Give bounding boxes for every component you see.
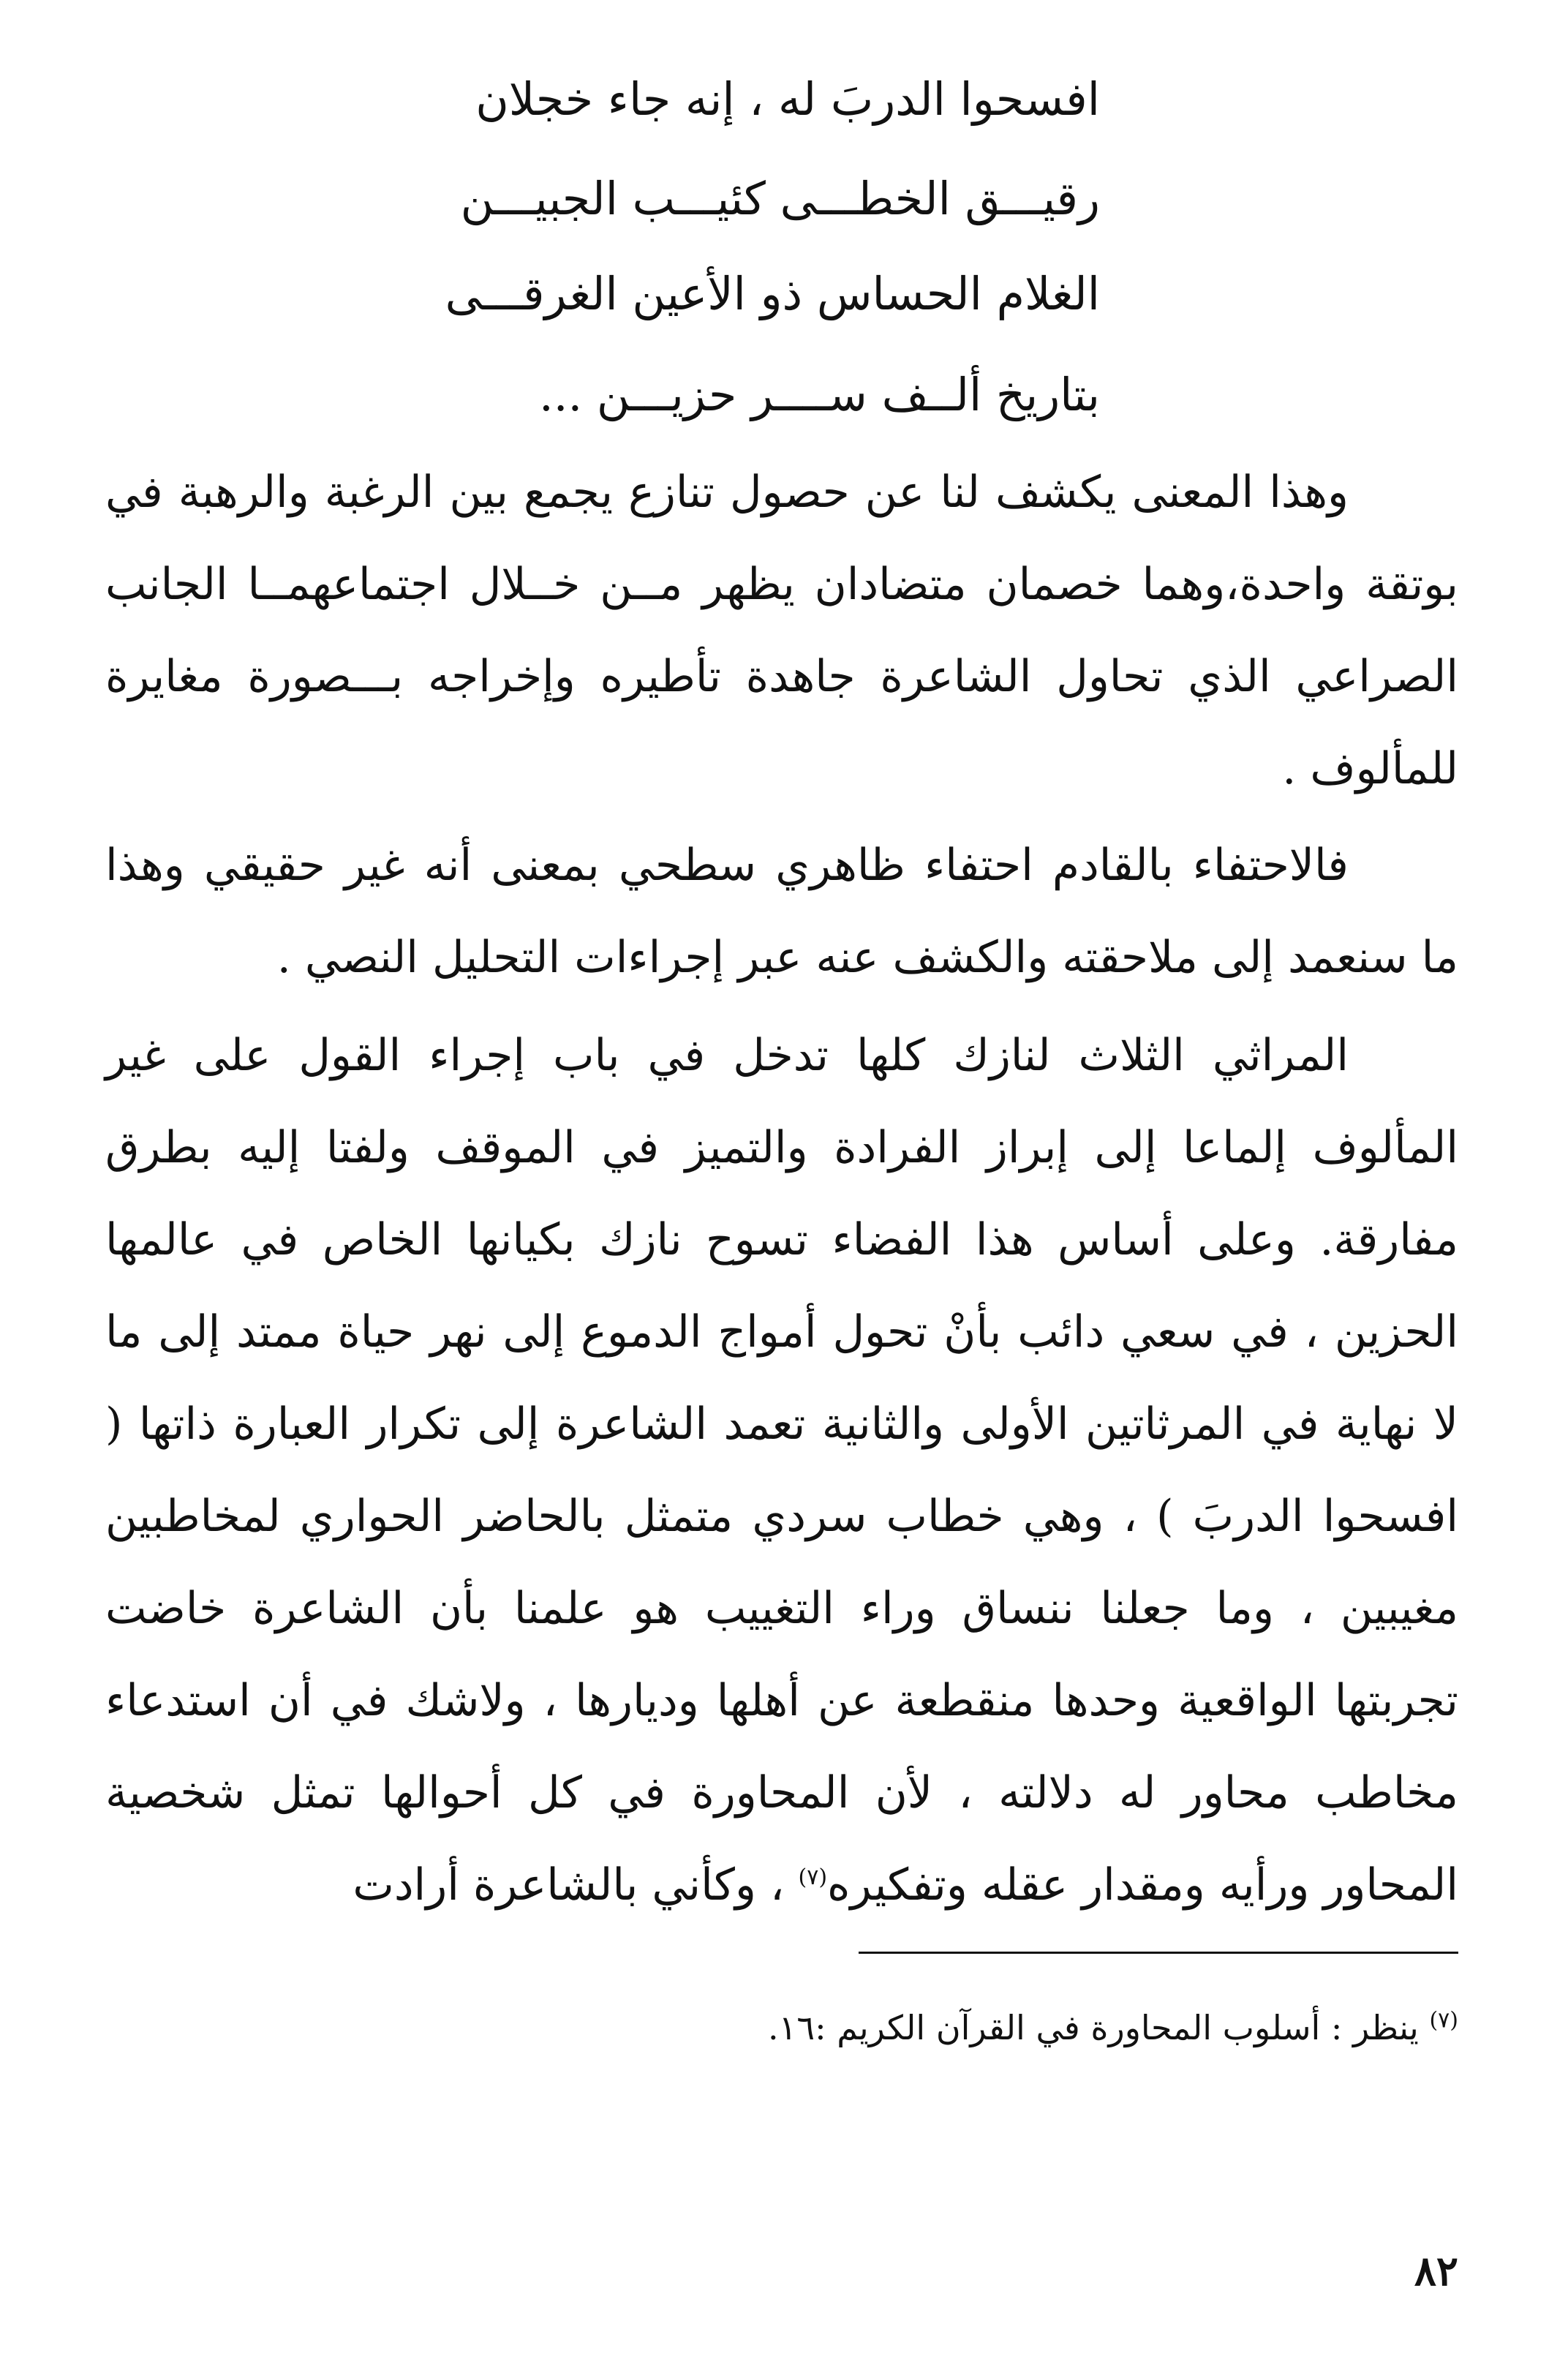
verse-line-1: افسحوا الدربَ له ، إنه جاء خجلان — [475, 72, 1100, 126]
paragraph-3 — [105, 1009, 1458, 1931]
footnote-separator — [859, 1952, 1458, 1954]
verse-line-3: الغلام الحساس ذو الأعين الغرقـــى — [445, 267, 1100, 320]
verse-line-2: رقيـــق الخطـــى كئيـــب الجبيـــن — [460, 172, 1100, 225]
paragraph-2-text: فالاحتفاء بالقادم احتفاء ظاهري سطحي بمعنى أنه غير حقيقي وهذا ما سنعمد إلى ملاحقته والكشف عنه عبر إجراءات التحليل النصي . — [105, 840, 1458, 983]
footnote-number: (٧) — [1429, 2007, 1458, 2034]
paragraph-2 — [105, 819, 1458, 1004]
paragraph-3-text-end: ، وكأني بالشاعرة أرادت — [353, 1859, 799, 1911]
verse-line-4: بتاريخ ألــف ســــر حزيـــن ... — [539, 368, 1100, 421]
footnote-reference-mark: (٧) — [798, 1865, 828, 1890]
paragraph-1 — [105, 446, 1458, 815]
paragraph-1-text: وهذا المعنى يكشف لنا عن حصول تنازع يجمع بين الرغبة والرهبة في بوتقة واحدة،وهما خصمان متضادان يظهر مــن خــلال اجتماعهمــا الجانب الصراعي الذي تحاول الشاعرة جاهدة تأطيره وإخراجه بـــصورة مغايرة للمألوف . — [105, 467, 1458, 794]
footnote-text: ينظر : أسلوب المحاورة في القرآن الكريم :١٦. — [768, 2008, 1430, 2047]
footnote — [508, 2004, 1458, 2051]
page-number: ٨٢ — [1414, 2247, 1458, 2295]
paragraph-3-text: المراثي الثلاث لنازك كلها تدخل في باب إجراء القول على غير المألوف إلماعا إلى إبراز الفرادة والتميز في الموقف ولفتا إليه بطرق مفارقة. وعلى أساس هذا الفضاء تسوح نازك بكيانها الخاص في عالمها الحزين ، في سعي دائب بأنْ تحول أمواج الدموع إلى نهر حياة ممتد إلى ما لا نهاية في المرثاتين الأولى والثانية تعمد الشاعرة إلى تكرار العبارة ذاتها ( افسحوا الدربَ ) ، وهي خطاب سردي متمثل بالحاضر الحواري لمخاطبين مغيبين ، وما جعلنا ننساق وراء التغييب هو علمنا بأن الشاعرة خاضت تجربتها الواقعية وحدها منقطعة عن أهلها وديارها ، ولاشك في أن استدعاء مخاطب محاور له دلالته ، لأن المحاورة في كل أحوالها تمثل شخصية المحاور ورأيه ومقدار عقله وتفكيره — [105, 1030, 1458, 1911]
